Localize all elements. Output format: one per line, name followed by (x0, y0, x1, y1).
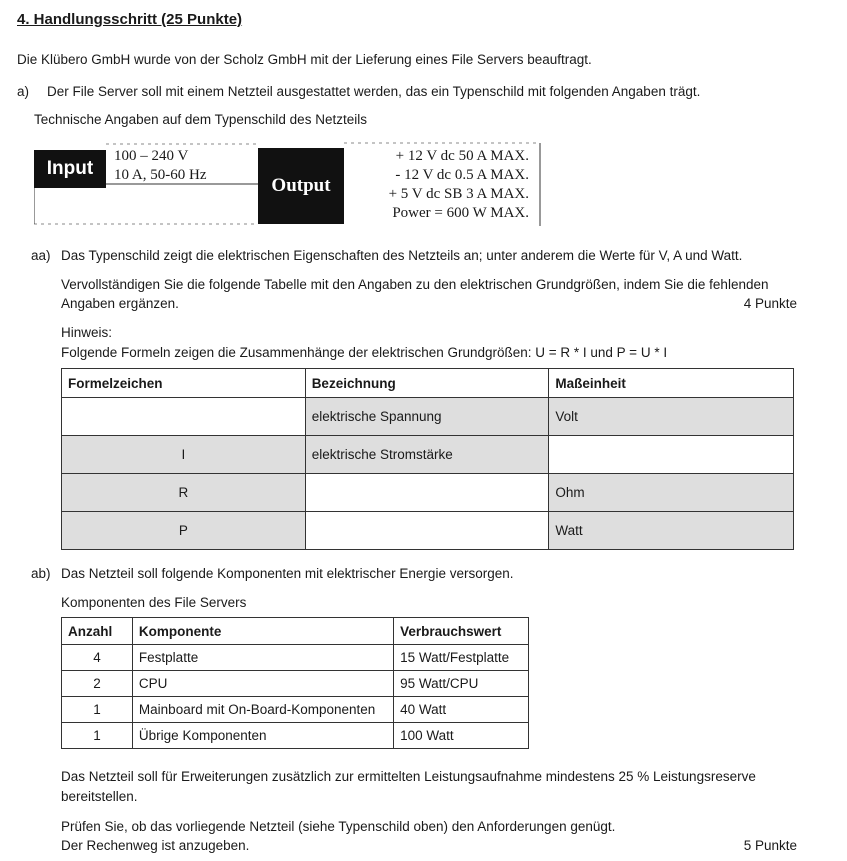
output-label: Output (258, 148, 344, 224)
task-line: Angaben ergänzen. (61, 296, 179, 311)
task-line: Vervollständigen Sie die folgende Tabelle mit den Angaben zu den elektrischen Grundgrößen, indem Sie die fehlenden (61, 277, 769, 292)
table-row (62, 645, 529, 671)
table-cell-blank (62, 398, 306, 436)
table-row (62, 671, 529, 697)
part-a-label: a) (17, 84, 30, 99)
table-cell: Festplatte (132, 645, 393, 671)
hint-label: Hinweis: (61, 325, 113, 340)
table-cell: Ohm (549, 474, 794, 512)
table-cell: Übrige Komponenten (132, 723, 393, 749)
table-header-row (62, 618, 529, 645)
table-row (62, 697, 529, 723)
table-row (62, 436, 794, 474)
table-cell-blank (305, 474, 549, 512)
table-row (62, 723, 529, 749)
table-cell: CPU (132, 671, 393, 697)
input-current: 10 A, 50-60 Hz (114, 167, 207, 183)
check-line: Prüfen Sie, ob das vorliegende Netzteil (siehe Typenschild oben) den Anforderungen genügt. (61, 819, 616, 834)
table-row (62, 512, 794, 550)
table-cell: 4 (62, 645, 133, 671)
part-ab-label: ab) (31, 566, 51, 581)
section-title: 4. Handlungsschritt (25 Punkte) (17, 11, 243, 28)
header-cell: Komponente (132, 618, 393, 645)
table-cell: 15 Watt/Festplatte (394, 645, 529, 671)
output-line: Power = 600 W MAX. (392, 205, 529, 221)
table-cell: 1 (62, 697, 133, 723)
table-cell: R (62, 474, 306, 512)
table-row (62, 474, 794, 512)
components-caption: Komponenten des File Servers (61, 595, 247, 610)
table-cell: 1 (62, 723, 133, 749)
part-aa-text: Das Typenschild zeigt die elektrischen Eigenschaften des Netzteils an; unter anderem die Werte für V, A und Watt. (61, 248, 743, 263)
table-cell: 40 Watt (394, 697, 529, 723)
output-line: + 5 V dc SB 3 A MAX. (388, 186, 529, 202)
check-line: Der Rechenweg ist anzugeben. (61, 838, 250, 853)
table-cell-blank (305, 512, 549, 550)
header-cell: Anzahl (62, 618, 133, 645)
points-aa: 4 Punkte (743, 296, 797, 311)
components-table (61, 617, 529, 749)
table-cell: Volt (549, 398, 794, 436)
table-cell: 2 (62, 671, 133, 697)
input-voltage: 100 – 240 V (114, 148, 189, 164)
plate-caption: Technische Angaben auf dem Typenschild des Netzteils (34, 112, 367, 127)
table-row (62, 398, 794, 436)
header-cell: Verbrauchswert (394, 618, 529, 645)
reserve-line: Das Netzteil soll für Erweiterungen zusätzlich zur ermittelten Leistungsaufnahme mindestens 25 % Leistungsreserve (61, 769, 756, 784)
type-plate (34, 140, 541, 228)
table-cell: Watt (549, 512, 794, 550)
table-cell-blank (549, 436, 794, 474)
output-line: + 12 V dc 50 A MAX. (395, 148, 529, 164)
table-cell: 100 Watt (394, 723, 529, 749)
table-cell: 95 Watt/CPU (394, 671, 529, 697)
input-label: Input (34, 150, 106, 188)
points-ab: 5 Punkte (743, 838, 797, 853)
table-cell: elektrische Stromstärke (305, 436, 549, 474)
header-cell: Formelzeichen (62, 369, 306, 398)
table-cell: P (62, 512, 306, 550)
hint-text: Folgende Formeln zeigen die Zusammenhänge der elektrischen Grundgrößen: U = R * I und P = U * I (61, 345, 668, 360)
intro-text: Die Klübero GmbH wurde von der Scholz GmbH mit der Lieferung eines File Servers beauftragt. (17, 52, 592, 67)
part-a-text: Der File Server soll mit einem Netzteil ausgestattet werden, das ein Typenschild mit folgenden Angaben trägt. (47, 84, 701, 99)
table-cell: Mainboard mit On-Board-Komponenten (132, 697, 393, 723)
output-line: - 12 V dc 0.5 A MAX. (395, 167, 529, 183)
reserve-line: bereitstellen. (61, 789, 138, 804)
table-cell: elektrische Spannung (305, 398, 549, 436)
part-aa-label: aa) (31, 248, 51, 263)
header-cell: Maßeinheit (549, 369, 794, 398)
units-table (61, 368, 794, 550)
header-cell: Bezeichnung (305, 369, 549, 398)
part-ab-text: Das Netzteil soll folgende Komponenten mit elektrischer Energie versorgen. (61, 566, 514, 581)
table-header-row (62, 369, 794, 398)
table-cell: I (62, 436, 306, 474)
